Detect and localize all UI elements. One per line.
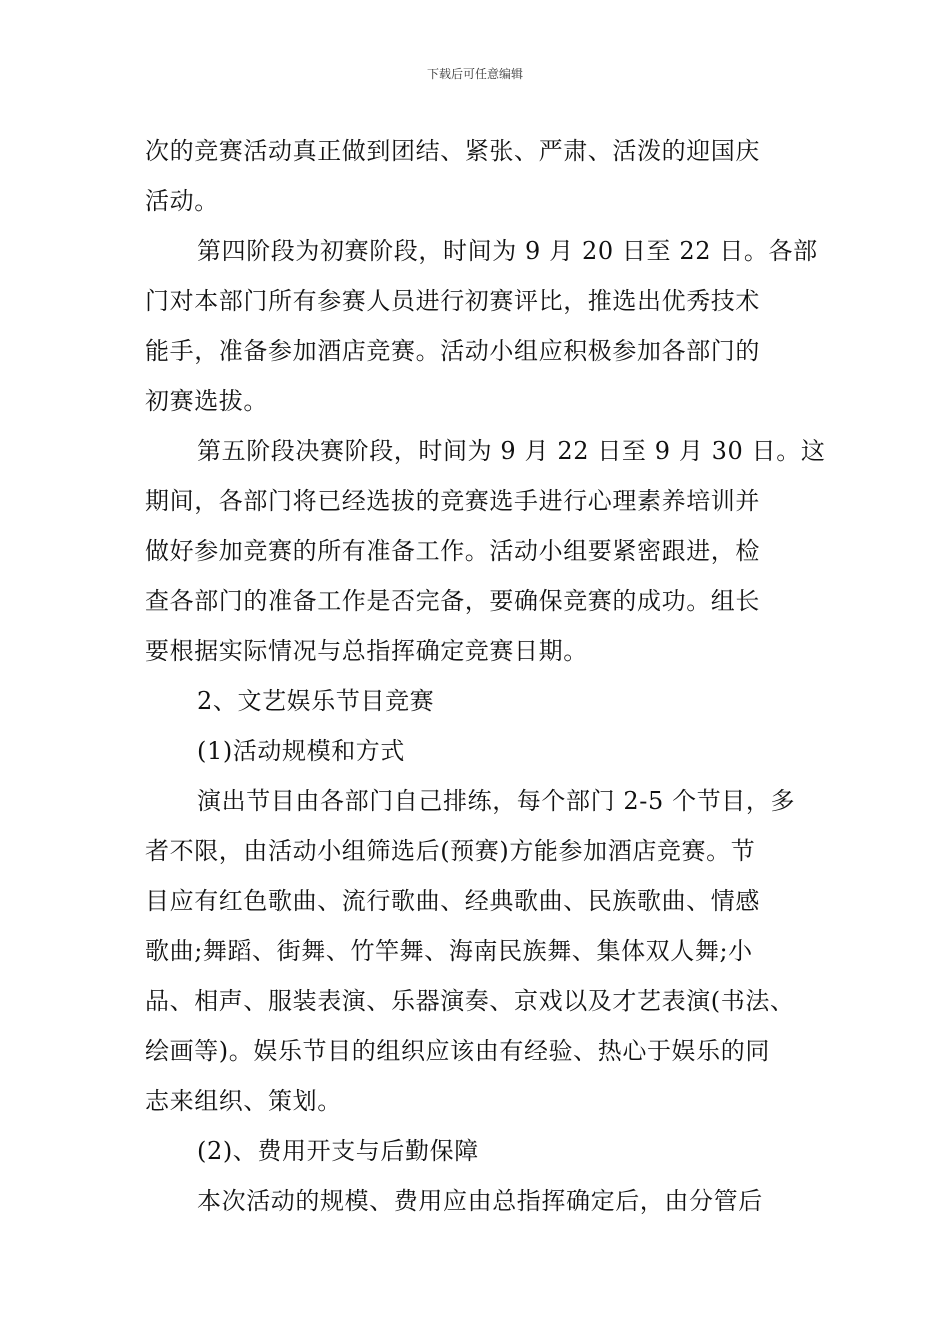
text-line: 演出节目由各部门自己排练，每个部门 2-5 个节目，多 xyxy=(197,787,796,815)
text-line: 查各部门的准备工作是否完备，要确保竞赛的成功。组长 xyxy=(145,587,760,615)
text-line: 次的竞赛活动真正做到团结、紧张、严肃、活泼的迎国庆 xyxy=(145,137,760,165)
page-header: 下载后可任意编辑 xyxy=(426,67,523,81)
document-body xyxy=(145,126,826,1226)
text-line: 活动。 xyxy=(145,187,219,215)
paragraph xyxy=(145,426,826,676)
text-line: 品、相声、服装表演、乐器演奏、京戏以及才艺表演(书法、 xyxy=(145,987,795,1015)
text-line: 第五阶段决赛阶段，时间为 9 月 22 日至 9 月 30 日。这 xyxy=(197,437,826,465)
paragraph xyxy=(145,726,810,776)
text-line: 歌曲;舞蹈、街舞、竹竿舞、海南民族舞、集体双人舞;小 xyxy=(145,937,753,965)
text-line: 者不限，由活动小组筛选后(预赛)方能参加酒店竞赛。节 xyxy=(145,837,756,865)
paragraph xyxy=(145,776,810,1126)
text-line: 第四阶段为初赛阶段，时间为 9 月 20 日至 22 日。各部 xyxy=(197,237,818,265)
text-line: 志来组织、策划。 xyxy=(145,1087,342,1115)
paragraph xyxy=(145,226,818,426)
text-line: 绘画等)。娱乐节目的组织应该由有经验、热心于娱乐的同 xyxy=(145,1037,770,1065)
text-line: 本次活动的规模、费用应由总指挥确定后，由分管后 xyxy=(197,1187,763,1215)
text-line: 门对本部门所有参赛人员进行初赛评比，推选出优秀技术 xyxy=(145,287,760,315)
text-line: 期间，各部门将已经选拔的竞赛选手进行心理素养培训并 xyxy=(145,487,760,515)
text-line: 能手，准备参加酒店竞赛。活动小组应积极参加各部门的 xyxy=(145,337,760,365)
paragraph xyxy=(145,1176,810,1226)
text-line: 要根据实际情况与总指挥确定竞赛日期。 xyxy=(145,637,588,665)
text-line: (1)活动规模和方式 xyxy=(197,737,405,765)
paragraph xyxy=(145,1126,810,1176)
paragraph xyxy=(145,126,810,226)
text-line: 目应有红色歌曲、流行歌曲、经典歌曲、民族歌曲、情感 xyxy=(145,887,760,915)
text-line: (2)、费用开支与后勤保障 xyxy=(197,1137,479,1165)
text-line: 初赛选拔。 xyxy=(145,387,268,415)
paragraph xyxy=(145,676,810,726)
text-line: 做好参加竞赛的所有准备工作。活动小组要紧密跟进，检 xyxy=(145,537,760,565)
text-line: 2、文艺娱乐节目竞赛 xyxy=(197,687,435,715)
